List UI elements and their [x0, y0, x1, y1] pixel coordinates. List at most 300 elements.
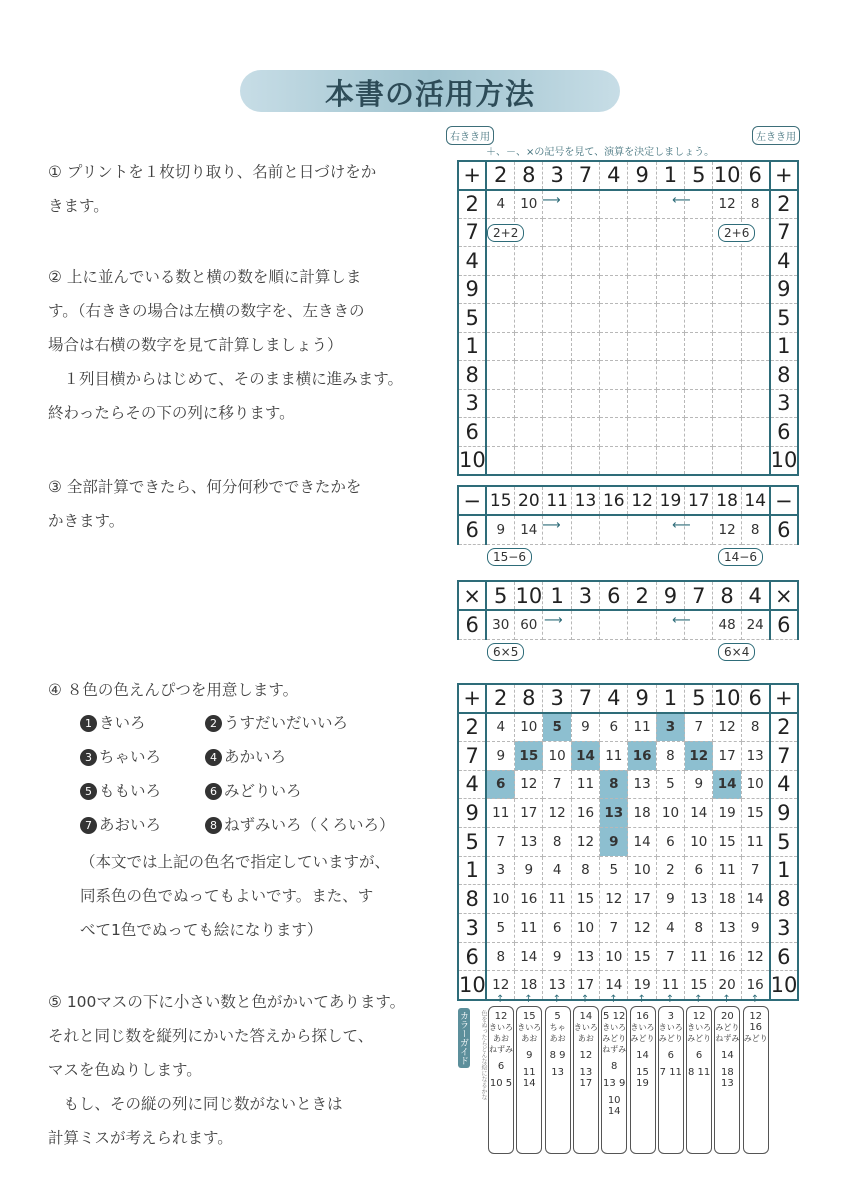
addition-right-arrow-icon: ⟶	[542, 193, 561, 208]
color-name: みどりいろ	[224, 782, 302, 800]
guide-color-name: きいろ	[602, 1023, 627, 1032]
answer-cell[interactable]: 11	[486, 799, 514, 828]
step2-line: す。（右ききの場合は左横の数字を、左ききの	[48, 302, 365, 320]
top-number: 10	[713, 161, 741, 190]
answer-cell[interactable]	[713, 275, 741, 304]
color-guide-strip	[658, 1006, 684, 1154]
side-number: 3	[770, 914, 798, 943]
answer-cell[interactable]	[486, 275, 514, 304]
top-number: 7	[685, 581, 713, 610]
answer-cell[interactable]	[656, 247, 684, 276]
title-banner	[240, 70, 620, 112]
answer-cell[interactable]	[628, 610, 656, 639]
answer-cell[interactable]: 11	[628, 713, 656, 742]
answer-cell[interactable]: 7	[741, 856, 769, 885]
answer-cell[interactable]	[571, 361, 599, 390]
answer-cell[interactable]	[685, 304, 713, 333]
answer-cell[interactable]: 12	[741, 942, 769, 971]
answer-cell[interactable]	[685, 247, 713, 276]
side-number: 9	[458, 275, 486, 304]
step2-text	[48, 260, 403, 430]
grid-row	[458, 741, 798, 770]
answer-cell[interactable]	[685, 275, 713, 304]
answer-cell[interactable]	[515, 446, 543, 475]
guide-value: 18 13	[721, 1067, 734, 1089]
answer-cell[interactable]	[741, 361, 769, 390]
color-name: うすだいだいいろ	[224, 714, 349, 732]
answer-cell[interactable]: 8	[741, 515, 769, 544]
operator-cell: ×	[458, 581, 486, 610]
answer-cell[interactable]: 8	[685, 914, 713, 943]
answer-cell[interactable]: 12	[628, 914, 656, 943]
grid-row	[458, 799, 798, 828]
answer-cell[interactable]: 9	[571, 713, 599, 742]
answer-cell[interactable]	[571, 304, 599, 333]
answer-cell[interactable]	[600, 610, 628, 639]
answer-cell[interactable]: 15	[741, 799, 769, 828]
answer-cell[interactable]	[515, 389, 543, 418]
color-guide-label: カラーガイド	[458, 1008, 470, 1068]
answer-cell[interactable]	[741, 446, 769, 475]
answer-cell[interactable]: 14	[515, 942, 543, 971]
answer-cell[interactable]	[571, 332, 599, 361]
answer-cell[interactable]	[571, 515, 599, 544]
answer-cell[interactable]	[685, 218, 713, 247]
answer-cell[interactable]: 2	[656, 856, 684, 885]
answer-cell[interactable]	[600, 304, 628, 333]
grid-row	[458, 361, 798, 390]
answer-cell[interactable]: 13	[713, 914, 741, 943]
answer-cell[interactable]	[515, 361, 543, 390]
answer-cell[interactable]: 12	[713, 190, 741, 219]
answer-cell[interactable]	[600, 275, 628, 304]
answer-cell[interactable]	[571, 446, 599, 475]
side-number: 1	[770, 332, 798, 361]
step2-line: 場合は右横の数字を見て計算しましょう）	[48, 336, 343, 354]
guide-color-name: あお	[577, 1034, 594, 1043]
answer-cell[interactable]	[600, 515, 628, 544]
top-number: 20	[515, 486, 543, 515]
answer-cell[interactable]: 8	[600, 770, 628, 799]
answer-cell[interactable]: 48	[713, 610, 741, 639]
guide-color-name: きいろ	[687, 1023, 712, 1032]
step5-line: 計算ミスが考えられます。	[48, 1129, 233, 1147]
answer-cell[interactable]: 12	[600, 885, 628, 914]
guide-color-name: あお	[493, 1034, 509, 1043]
answer-cell[interactable]	[628, 275, 656, 304]
answer-cell[interactable]: 11	[656, 971, 684, 1000]
guide-arrow-icon: ↑	[524, 994, 533, 1005]
guide-color-name: ねずみ	[602, 1045, 627, 1054]
side-number: 3	[458, 389, 486, 418]
answer-cell[interactable]: 12	[486, 971, 514, 1000]
answer-cell[interactable]: 14	[515, 515, 543, 544]
answer-cell[interactable]: 3	[656, 713, 684, 742]
answer-cell[interactable]: 12	[515, 770, 543, 799]
answer-cell[interactable]	[713, 361, 741, 390]
grid-row	[458, 304, 798, 333]
addition-left-arrow-icon: ⟵	[672, 193, 691, 208]
answer-cell[interactable]: 7	[486, 827, 514, 856]
answer-cell[interactable]: 12	[713, 713, 741, 742]
answer-cell[interactable]	[713, 418, 741, 447]
answer-cell[interactable]	[600, 446, 628, 475]
guide-color-name: きいろ	[517, 1023, 542, 1032]
side-number: 2	[458, 190, 486, 219]
answer-cell[interactable]: 13	[628, 770, 656, 799]
answer-cell[interactable]	[741, 332, 769, 361]
guide-top-value: 12 16	[749, 1011, 763, 1033]
color-number-icon: 6	[205, 783, 222, 800]
answer-cell[interactable]: 19	[713, 799, 741, 828]
answer-cell[interactable]	[628, 304, 656, 333]
answer-cell[interactable]	[656, 418, 684, 447]
answer-cell[interactable]	[543, 332, 571, 361]
answer-cell[interactable]	[543, 446, 571, 475]
answer-cell[interactable]	[628, 446, 656, 475]
answer-cell[interactable]: 5	[656, 770, 684, 799]
answer-cell[interactable]: 16	[713, 942, 741, 971]
answer-cell[interactable]	[628, 515, 656, 544]
answer-cell[interactable]: 17	[628, 885, 656, 914]
answer-cell[interactable]	[656, 275, 684, 304]
answer-cell[interactable]: 18	[515, 971, 543, 1000]
step4-note-line: （本文では上記の色名で指定していますが、	[80, 853, 391, 871]
answer-cell[interactable]	[571, 275, 599, 304]
answer-cell[interactable]: 9	[543, 942, 571, 971]
answer-cell[interactable]	[656, 361, 684, 390]
answer-cell[interactable]	[628, 247, 656, 276]
answer-cell[interactable]: 10	[571, 914, 599, 943]
answer-cell[interactable]: 9	[685, 770, 713, 799]
answer-cell[interactable]	[543, 247, 571, 276]
answer-cell[interactable]: 11	[571, 770, 599, 799]
color-guide-strip	[743, 1006, 769, 1154]
answer-cell[interactable]: 14	[741, 885, 769, 914]
answer-cell[interactable]: 11	[713, 856, 741, 885]
answer-cell[interactable]	[571, 218, 599, 247]
color-row	[80, 808, 440, 842]
side-number: 6	[770, 942, 798, 971]
side-number: 2	[770, 190, 798, 219]
answer-cell[interactable]	[600, 361, 628, 390]
answer-cell[interactable]: 18	[628, 799, 656, 828]
answer-cell[interactable]: 8	[656, 741, 684, 770]
answer-cell[interactable]	[571, 418, 599, 447]
side-number: 6	[770, 418, 798, 447]
answer-cell[interactable]	[713, 446, 741, 475]
answer-cell[interactable]	[656, 389, 684, 418]
step1-line: ① プリントを１枚切り取り、名前と日づけをか	[48, 163, 377, 181]
answer-cell[interactable]: 7	[656, 942, 684, 971]
answer-cell[interactable]	[685, 332, 713, 361]
answer-cell[interactable]: 13	[515, 827, 543, 856]
answer-cell[interactable]	[515, 418, 543, 447]
answer-cell[interactable]	[571, 190, 599, 219]
side-number: 10	[770, 971, 798, 1000]
answer-cell[interactable]	[600, 389, 628, 418]
answer-cell[interactable]: 4	[543, 856, 571, 885]
answer-cell[interactable]: 16	[515, 885, 543, 914]
answer-cell[interactable]	[543, 361, 571, 390]
guide-arrow-icon: ↑	[552, 994, 561, 1005]
answer-cell[interactable]	[628, 361, 656, 390]
side-number: 9	[770, 275, 798, 304]
answer-cell[interactable]	[741, 304, 769, 333]
answer-cell[interactable]: 16	[741, 971, 769, 1000]
answer-cell[interactable]	[656, 304, 684, 333]
answer-cell[interactable]: 16	[571, 799, 599, 828]
answer-cell[interactable]	[741, 389, 769, 418]
answer-cell[interactable]	[515, 247, 543, 276]
guide-value: 6	[695, 1050, 703, 1061]
grid-row	[458, 418, 798, 447]
answer-cell[interactable]: 20	[713, 971, 741, 1000]
answer-cell[interactable]: 13	[741, 741, 769, 770]
answer-cell[interactable]: 12	[685, 741, 713, 770]
answer-cell[interactable]	[515, 304, 543, 333]
answer-cell[interactable]: 7	[685, 713, 713, 742]
top-number: 9	[628, 161, 656, 190]
answer-cell[interactable]: 4	[486, 190, 514, 219]
answer-cell[interactable]	[486, 389, 514, 418]
top-number: 4	[600, 161, 628, 190]
answer-cell[interactable]	[741, 275, 769, 304]
answer-cell[interactable]: 10	[515, 190, 543, 219]
answer-cell[interactable]: 10	[600, 942, 628, 971]
answer-cell[interactable]: 4	[656, 914, 684, 943]
side-number: 6	[458, 515, 486, 544]
side-number: 6	[458, 418, 486, 447]
answer-cell[interactable]	[685, 361, 713, 390]
answer-cell[interactable]: 17	[571, 971, 599, 1000]
answer-cell[interactable]	[628, 418, 656, 447]
answer-cell[interactable]: 10	[515, 713, 543, 742]
guide-value: 10 14	[607, 1095, 621, 1117]
answer-cell[interactable]: 14	[713, 770, 741, 799]
answer-cell[interactable]: 9	[486, 741, 514, 770]
answer-cell[interactable]: 9	[486, 515, 514, 544]
top-number: 6	[741, 684, 769, 713]
answer-cell[interactable]	[656, 446, 684, 475]
answer-cell[interactable]: 10	[685, 827, 713, 856]
answer-cell[interactable]: 9	[656, 885, 684, 914]
answer-cell[interactable]: 17	[713, 741, 741, 770]
answer-cell[interactable]: 15	[713, 827, 741, 856]
answer-cell[interactable]	[486, 247, 514, 276]
guide-color-name: みどり	[743, 1034, 768, 1043]
answer-cell[interactable]: 10	[656, 799, 684, 828]
answer-cell[interactable]	[543, 304, 571, 333]
answer-cell[interactable]: 3	[486, 856, 514, 885]
answer-cell[interactable]	[685, 418, 713, 447]
guide-arrow-icon: ↑	[665, 994, 675, 1005]
answer-cell[interactable]	[600, 332, 628, 361]
answer-cell[interactable]	[713, 389, 741, 418]
answer-cell[interactable]: 4	[486, 713, 514, 742]
answer-cell[interactable]: 11	[543, 885, 571, 914]
answer-cell[interactable]	[486, 418, 514, 447]
answer-cell[interactable]: 11	[685, 942, 713, 971]
answer-cell[interactable]: 8	[543, 827, 571, 856]
guide-arrow-icon: ↑	[637, 994, 646, 1005]
answer-cell[interactable]: 15	[515, 741, 543, 770]
side-number: 5	[770, 304, 798, 333]
multiplication-example-label-right: 6×4	[718, 643, 755, 661]
top-number: 6	[741, 161, 769, 190]
answer-cell[interactable]: 5	[486, 914, 514, 943]
color-row	[80, 774, 440, 808]
answer-cell[interactable]: 8	[741, 190, 769, 219]
answer-cell[interactable]: 15	[685, 971, 713, 1000]
answer-cell[interactable]: 5	[543, 713, 571, 742]
answer-cell[interactable]	[656, 332, 684, 361]
answer-cell[interactable]: 13	[543, 971, 571, 1000]
top-number: 4	[741, 581, 769, 610]
answer-cell[interactable]: 15	[571, 885, 599, 914]
answer-cell[interactable]: 5	[600, 856, 628, 885]
step3-text	[48, 470, 361, 538]
answer-cell[interactable]: 6	[656, 827, 684, 856]
step5-line: もし、その縦の列に同じ数がないときは	[48, 1095, 343, 1113]
answer-cell[interactable]	[571, 247, 599, 276]
answer-cell[interactable]	[713, 247, 741, 276]
answer-cell[interactable]: 14	[628, 827, 656, 856]
operator-cell: ×	[770, 581, 798, 610]
answer-cell[interactable]	[656, 218, 684, 247]
answer-cell[interactable]: 60	[515, 610, 543, 639]
top-number: 3	[571, 581, 599, 610]
answer-cell[interactable]	[600, 247, 628, 276]
answer-cell[interactable]	[628, 190, 656, 219]
answer-cell[interactable]: 10	[486, 885, 514, 914]
guide-top-value: 14	[579, 1011, 593, 1022]
answer-cell[interactable]: 6	[685, 856, 713, 885]
top-number: 19	[656, 486, 684, 515]
top-number: 8	[515, 684, 543, 713]
answer-cell[interactable]: 15	[628, 942, 656, 971]
answer-cell[interactable]: 13	[600, 799, 628, 828]
right-hand-label: 右きき用	[446, 126, 494, 145]
answer-cell[interactable]	[628, 389, 656, 418]
grid-row	[458, 332, 798, 361]
answer-cell[interactable]	[741, 418, 769, 447]
top-number: 13	[571, 486, 599, 515]
answer-cell[interactable]	[713, 332, 741, 361]
answer-cell[interactable]: 10	[741, 770, 769, 799]
grid-row	[458, 515, 798, 544]
color-guide-strip	[630, 1006, 656, 1154]
side-number: 8	[458, 885, 486, 914]
answer-cell[interactable]	[685, 446, 713, 475]
answer-cell[interactable]	[543, 275, 571, 304]
answer-cell[interactable]: 9	[515, 856, 543, 885]
color-row	[80, 740, 440, 774]
color-item	[80, 706, 205, 740]
answer-cell[interactable]: 14	[685, 799, 713, 828]
answer-cell[interactable]	[685, 389, 713, 418]
answer-cell[interactable]: 13	[685, 885, 713, 914]
answer-cell[interactable]: 24	[741, 610, 769, 639]
answer-cell[interactable]: 14	[571, 741, 599, 770]
answer-cell[interactable]	[543, 389, 571, 418]
color-guide-strip	[545, 1006, 571, 1154]
step4-note-line: べて1色でぬっても絵になります）	[80, 921, 323, 939]
answer-cell[interactable]: 16	[628, 741, 656, 770]
answer-cell[interactable]	[571, 610, 599, 639]
answer-cell[interactable]: 7	[600, 914, 628, 943]
top-number: 2	[628, 581, 656, 610]
answer-cell[interactable]	[600, 418, 628, 447]
answer-cell[interactable]	[515, 275, 543, 304]
grid-row	[458, 914, 798, 943]
answer-cell[interactable]	[713, 304, 741, 333]
top-number: 7	[571, 161, 599, 190]
top-number: 17	[685, 486, 713, 515]
step1-line: きます。	[48, 197, 109, 215]
guide-value: 14	[636, 1050, 649, 1061]
answer-cell[interactable]: 30	[486, 610, 514, 639]
answer-cell[interactable]: 9	[600, 827, 628, 856]
side-number: 10	[458, 971, 486, 1000]
answer-cell[interactable]: 8	[741, 713, 769, 742]
answer-cell[interactable]: 19	[628, 971, 656, 1000]
answer-cell[interactable]: 7	[543, 770, 571, 799]
answer-cell[interactable]: 12	[543, 799, 571, 828]
answer-cell[interactable]: 6	[543, 914, 571, 943]
answer-cell[interactable]: 17	[515, 799, 543, 828]
answer-cell[interactable]	[741, 247, 769, 276]
answer-cell[interactable]: 6	[600, 713, 628, 742]
answer-cell[interactable]: 10	[543, 741, 571, 770]
answer-cell[interactable]	[600, 218, 628, 247]
guide-color-name: みどり	[602, 1034, 627, 1043]
answer-cell[interactable]: 12	[713, 515, 741, 544]
answer-cell[interactable]	[486, 446, 514, 475]
answer-cell[interactable]: 18	[713, 885, 741, 914]
answer-cell[interactable]	[543, 218, 571, 247]
answer-cell[interactable]: 11	[515, 914, 543, 943]
answer-cell[interactable]	[543, 418, 571, 447]
answer-cell[interactable]: 9	[741, 914, 769, 943]
answer-cell[interactable]	[628, 218, 656, 247]
answer-cell[interactable]: 11	[600, 741, 628, 770]
answer-cell[interactable]: 10	[628, 856, 656, 885]
answer-cell[interactable]: 13	[571, 942, 599, 971]
answer-cell[interactable]: 14	[600, 971, 628, 1000]
color-name: あかいろ	[224, 748, 287, 766]
guide-value: 7 11	[659, 1067, 682, 1078]
answer-cell[interactable]	[486, 332, 514, 361]
answer-cell[interactable]: 8	[486, 942, 514, 971]
answer-cell[interactable]: 6	[486, 770, 514, 799]
grid-header-row	[458, 581, 798, 610]
top-number: 14	[741, 486, 769, 515]
answer-cell[interactable]: 12	[571, 827, 599, 856]
answer-cell[interactable]	[600, 190, 628, 219]
subtraction-example-label-left: 15−6	[487, 548, 532, 566]
answer-cell[interactable]	[486, 361, 514, 390]
answer-cell[interactable]: 11	[741, 827, 769, 856]
answer-cell[interactable]: 8	[571, 856, 599, 885]
answer-cell[interactable]	[515, 332, 543, 361]
subtraction-right-arrow-icon: ⟶	[542, 518, 561, 533]
answer-cell[interactable]	[486, 304, 514, 333]
answer-cell[interactable]	[571, 389, 599, 418]
step2-line: 終わったらその下の列に移ります。	[48, 404, 295, 422]
guide-value: 12	[579, 1050, 593, 1061]
answer-cell[interactable]	[628, 332, 656, 361]
